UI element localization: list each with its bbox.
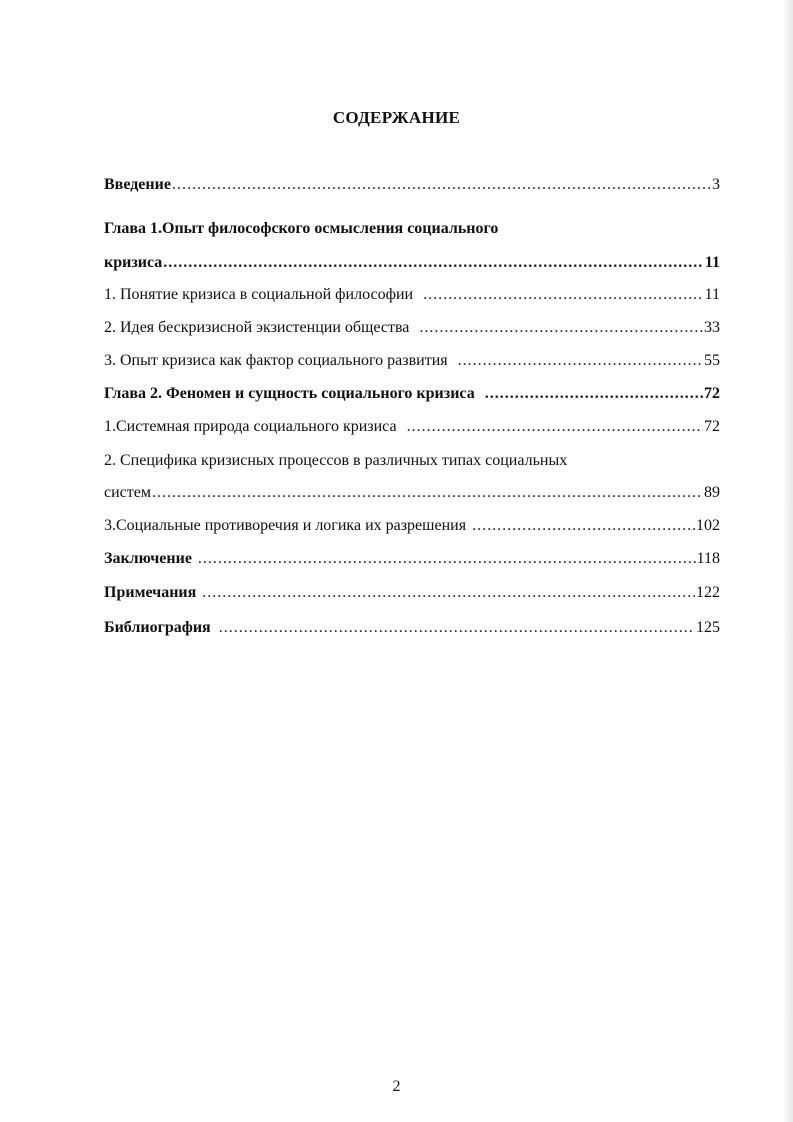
toc-entry-section-1-2	[104, 317, 720, 339]
toc-entry-label: 1. Понятие кризиса в социальной философии	[104, 286, 414, 303]
toc-entry-page: 3	[712, 176, 720, 193]
toc-entry-chapter1	[104, 252, 720, 274]
toc-entry-section-2-3	[104, 515, 720, 537]
toc-entry-page: 118	[696, 550, 720, 567]
toc-entry-section-1-1	[104, 284, 720, 306]
toc-entry-label: Глава 2. Феномен и сущность социального кризиса	[104, 385, 475, 402]
dot-leader	[198, 548, 696, 570]
toc-entry-section-2-1	[104, 416, 720, 438]
toc-entry-introduction	[104, 174, 720, 196]
toc-entry-section-2-2-line1: 2. Специфика кризисных процессов в различных типах социальных	[104, 452, 568, 469]
scan-edge-shadow	[783, 0, 793, 1122]
toc-entry-label: систем	[104, 484, 151, 501]
toc-entry-label: кризиса	[104, 254, 163, 271]
toc-entry-section-2-2	[104, 482, 720, 504]
toc-entry-chapter1-line1: Глава 1.Опыт философского осмысления социального	[104, 220, 499, 237]
toc-entry-chapter2	[104, 383, 720, 405]
dot-leader	[219, 617, 695, 639]
toc-entry-label: 1.Системная природа социального кризиса	[104, 418, 397, 435]
toc-entry-page: 89	[704, 484, 720, 501]
toc-entry-label: 3.Социальные противоречия и логика их разрешения	[104, 517, 467, 534]
toc-entry-page: 125	[696, 619, 720, 636]
page-number: 2	[392, 1078, 401, 1095]
toc-entry-page: 122	[696, 584, 720, 601]
dot-leader	[152, 482, 703, 504]
toc-entry-bibliography	[104, 617, 720, 639]
toc-entry-label: Введение	[104, 176, 171, 193]
toc-title: СОДЕРЖАНИЕ	[332, 108, 461, 127]
dot-leader	[172, 174, 711, 196]
dot-leader	[407, 416, 703, 438]
dot-leader	[458, 350, 703, 372]
toc-entry-label: 3. Опыт кризиса как фактор социального развития	[104, 352, 448, 369]
toc-entry-page: 55	[704, 352, 720, 369]
dot-leader	[419, 317, 703, 339]
toc-entry-label: Заключение	[104, 550, 192, 567]
toc-entry-page: 72	[704, 385, 720, 402]
toc-entry-label: Библиография	[104, 619, 211, 636]
toc-entry-page: 102	[696, 517, 720, 534]
toc-entry-page: 72	[704, 418, 720, 435]
dot-leader	[485, 383, 703, 405]
toc-entry-label: Примечания	[104, 584, 197, 601]
toc-entry-notes	[104, 582, 720, 604]
toc-entry-section-1-3	[104, 350, 720, 372]
toc-entry-page: 33	[704, 319, 720, 336]
toc-entry-conclusion	[104, 548, 720, 570]
dot-leader	[472, 515, 695, 537]
dot-leader	[163, 252, 704, 274]
dot-leader	[423, 284, 704, 306]
toc-entry-label: 2. Идея бескризисной экзистенции общества	[104, 319, 410, 336]
dot-leader	[202, 582, 695, 604]
toc-entry-page: 11	[704, 286, 720, 303]
toc-entry-page: 11	[704, 254, 720, 271]
